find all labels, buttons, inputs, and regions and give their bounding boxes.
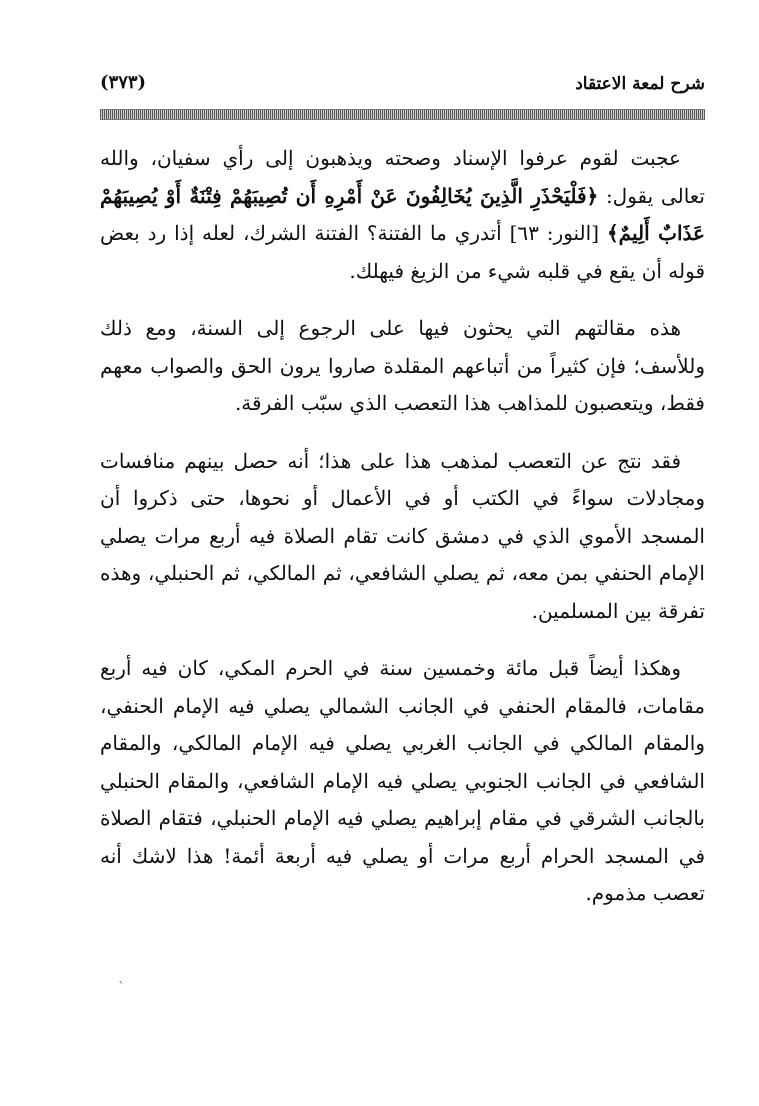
header-divider — [100, 109, 705, 120]
running-title: شرح لمعة الاعتقاد — [575, 74, 705, 94]
paragraph-1 — [100, 140, 705, 290]
scan-mark: ˋ — [118, 980, 125, 996]
paragraph-1-intro: عجبت لقوم عرفوا الإسناد وصحته ويذهبون إلى رأي سفيان، والله تعالى يقول: — [100, 146, 706, 208]
paragraph-3: فقد نتج عن التعصب لمذهب هذا على هذا؛ أنه حصل بينهم منافسات ومجادلات سواءً في الكتب أو في الأعمال أو نحوها، حتى ذكروا أن المسجد الأموي الذي في دمشق كانت تقام الصلاة فيه أربع مرات يصلي الإمام الحنفي بمن معه، ثم يصلي الشافعي، ثم المالكي، ثم الحنبلي، وهذه تفرقة بين المسلمين. — [100, 448, 705, 623]
paragraph-4: وهكذا أيضاً قبل مائة وخمسين سنة في الحرم المكي، كان فيه أربع مقامات، فالمقام الحنفي في الجانب الشمالي يصلي فيه الإمام الحنفي، والمقام المالكي في الجانب الغربي يصلي فيه الإمام المالكي، والمقام الشافعي في الجانب الجنوبي يصلي فيه الإمام الشافعي، والمقام الحنبلي بالجانب الشرقي في مقام إبراهيم يصلي فيه الإمام الحنبلي، فتقام الصلاة في المسجد الحرام أربع مرات أو يصلي فيه أربعة أئمة! هذا لاشك أنه تعصب مذموم. — [100, 656, 705, 905]
page-body — [100, 140, 705, 913]
page-number: (٣٧٣) — [100, 72, 147, 93]
page-header — [100, 68, 705, 108]
paragraph-1-rest: [النور: ٦٣] أتدري ما الفتنة؟ الفتنة الشرك، لعله إذا رد بعض قوله أن يقع في قلبه شيء من الزيغ فيهلك. — [100, 221, 705, 283]
quran-verse: ﴿فَلْيَحْذَرِ الَّذِينَ يُخَالِفُونَ عَنْ أَمْرِهِ أَن تُصِيبَهُمْ فِتْنَةٌ أَوْ يُصِيبَهُمْ عَذَابٌ أَلِيمٌ﴾ — [100, 183, 705, 245]
paragraph-2: هذه مقالتهم التي يحثون فيها على الرجوع إلى السنة، ومع ذلك وللأسف؛ فإن كثيراً من أتباعهم المقلدة صاروا يرون الحق والصواب معهم فقط، ويتعصبون للمذاهب هذا التعصب الذي سبّب الفرقة. — [100, 316, 705, 415]
